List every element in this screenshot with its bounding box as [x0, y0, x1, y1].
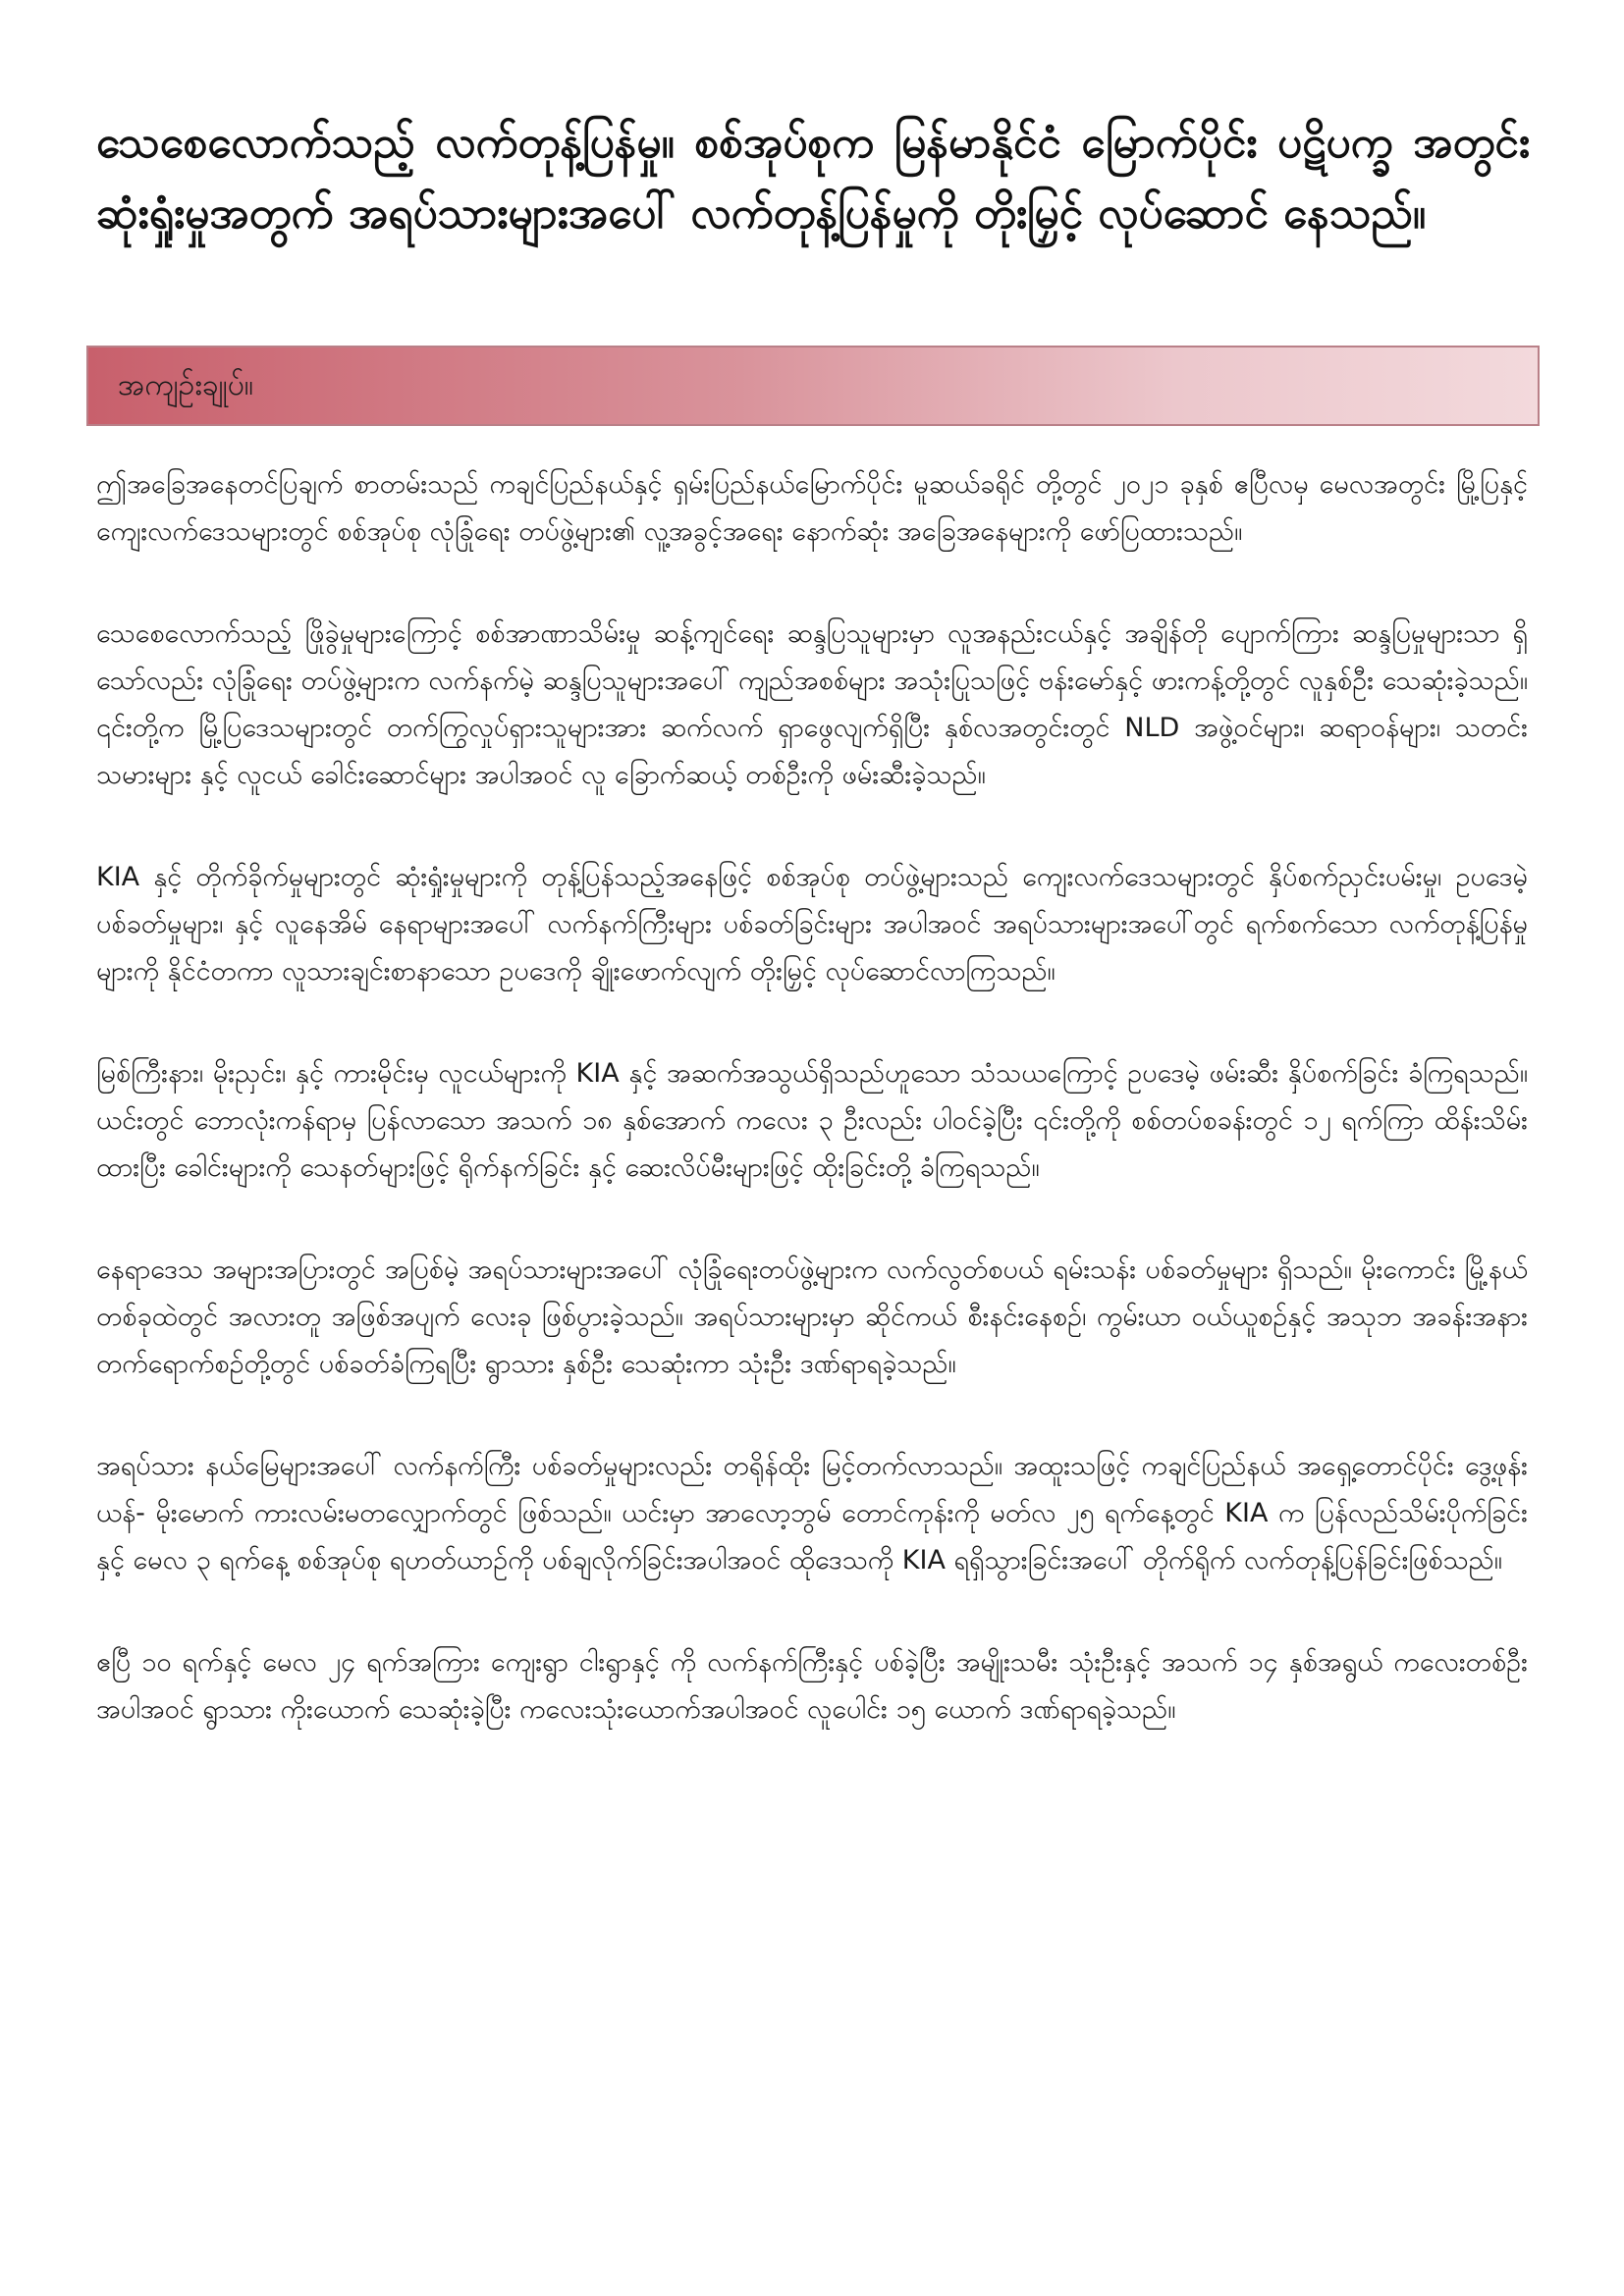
paragraph-1: ဤအခြေအနေတင်ပြချက် စာတမ်းသည် ကချင်ပြည်နယ်နှင့် ရှမ်းပြည်နယ်မြောက်ပိုင်း မူဆယ်ခရိုင် တို့တွင် ၂၀၂၁ ခုနှစ် ဧပြီလမှ မေလအတွင်း မြို့ပြနှင့် ကျေးလက်ဒေသများတွင် စစ်အုပ်စု လုံခြုံရေး တပ်ဖွဲ့များ၏ လူ့အခွင့်အရေး နောက်ဆုံး အခြေအနေများကို ဖော်ပြထားသည်။ — [96, 469, 1528, 547]
paragraph-7: ဧပြီ ၁၀ ရက်နှင့် မေလ ၂၄ ရက်အကြား ကျေးရွာ ငါးရွာနှင့် ကို လက်နက်ကြီးနှင့် ပစ်ခဲ့ပြီး အမျိုးသမီး သုံးဦးနှင့် အသက် ၁၄ နှစ်အရွယ် ကလေးတစ်ဦးအပါအဝင် ရွာသား ကိုးယောက် သေဆုံးခဲ့ပြီး ကလေးသုံးယောက်အပါအဝင် လူပေါင်း ၁၅ ယောက် ဒဏ်ရာရခဲ့သည်။ — [96, 1647, 1528, 1725]
section-heading: အကျဉ်းချုပ်။ — [118, 368, 254, 402]
paragraph-6: အရပ်သား နယ်မြေများအပေါ် လက်နက်ကြီး ပစ်ခတ်မှုများလည်း တရိုန်ထိုး မြင့်တက်လာသည်။ အထူးသဖြင့် ကချင်ပြည်နယ် အရှေ့တောင်ပိုင်း ဒွေ့ဖုန်းယန်- မိုးမောက် ကားလမ်းမတလျှောက်တွင် ဖြစ်သည်။ ယင်းမှာ အာလော့ဘွမ် တောင်ကုန်းကို မတ်လ ၂၅ ရက်နေ့တွင် KIA က ပြန်လည်သိမ်းပိုက်ခြင်းနှင့် မေလ ၃ ရက်နေ့ စစ်အုပ်စု ရဟတ်ယာဉ်ကို ပစ်ချလိုက်ခြင်းအပါအဝင် ထိုဒေသကို KIA ရရှိသွားခြင်းအပေါ် တိုက်ရိုက် လက်တုန့်ပြန်ခြင်းဖြစ်သည်။ — [96, 1451, 1528, 1575]
summary-section-banner — [86, 346, 1540, 426]
summary-body — [96, 461, 1528, 1789]
page-title: သေစေလောက်သည့် လက်တုန့်ပြန်မှု။ စစ်အုပ်စုက မြန်မာနိုင်ငံ မြောက်ပိုင်း ပဋိပက္ခ အတွင်း ဆုံးရှုံးမှုအတွက် အရပ်သားများအပေါ် လက်တုန့်ပြန်မှုကို တိုးမြှင့် လုပ်ဆောင် နေသည်။ — [96, 118, 1530, 239]
paragraph-4: မြစ်ကြီးနား၊ မိုးညှင်း၊ နှင့် ကားမိုင်းမှ လူငယ်များကို KIA နှင့် အဆက်အသွယ်ရှိသည်ဟူသော သံသယကြောင့် ဥပဒေမဲ့ ဖမ်းဆီး နှိပ်စက်ခြင်း ခံကြရသည်။ ယင်းတွင် ဘောလုံးကန်ရာမှ ပြန်လာသော အသက် ၁၈ နှစ်အောက် ကလေး ၃ ဦးလည်း ပါဝင်ခဲ့ပြီး ၎င်းတို့ကို စစ်တပ်စခန်းတွင် ၁၂ ရက်ကြာ ထိန်းသိမ်းထားပြီး ခေါင်းများကို သေနတ်များဖြင့် ရိုက်နက်ခြင်း နှင့် ဆေးလိပ်မီးများဖြင့် ထိုးခြင်းတို့ ခံကြရသည်။ — [96, 1058, 1528, 1183]
paragraph-3: KIA နှင့် တိုက်ခိုက်မှုများတွင် ဆုံးရှုံးမှုများကို တုန့်ပြန်သည့်အနေဖြင့် စစ်အုပ်စု တပ်ဖွဲ့များသည် ကျေးလက်ဒေသများတွင် နှိပ်စက်ညှင်းပမ်းမှု၊ ဥပဒေမဲ့ ပစ်ခတ်မှုများ၊ နှင့် လူနေအိမ် နေရာများအပေါ် လက်နက်ကြီးများ ပစ်ခတ်ခြင်းများ အပါအဝင် အရပ်သားများအပေါ်တွင် ရက်စက်သော လက်တုန့်ပြန်မှုများကို နိုင်ငံတကာ လူသားချင်းစာနာသော ဥပဒေကို ချိုးဖောက်လျက် တိုးမြှင့် လုပ်ဆောင်လာကြသည်။ — [96, 862, 1528, 987]
paragraph-2: သေစေလောက်သည့် ဖြိုခွဲမှုများကြောင့် စစ်အာဏာသိမ်းမှု ဆန့်ကျင်ရေး ဆန္ဒပြသူများမှာ လူအနည်းငယ်နှင့် အချိန်တို ပျောက်ကြား ဆန္ဒပြမှုများသာ ရှိသော်လည်း လုံခြုံရေး တပ်ဖွဲ့များက လက်နက်မဲ့ ဆန္ဒပြသူများအပေါ် ကျည်အစစ်များ အသုံးပြုသဖြင့် ဗန်းမော်နှင့် ဖားကန့်တို့တွင် လူနှစ်ဦး သေဆုံးခဲ့သည်။ ၎င်းတို့က မြို့ပြဒေသများတွင် တက်ကြွလှုပ်ရှားသူများအား ဆက်လက် ရှာဖွေလျက်ရှိပြီး နှစ်လအတွင်းတွင် NLD အဖွဲ့ဝင်များ၊ ဆရာဝန်များ၊ သတင်းသမားများ နှင့် လူငယ် ခေါင်းဆောင်များ အပါအဝင် လူ ခြောက်ဆယ့် တစ်ဦးကို ဖမ်းဆီးခဲ့သည်။ — [96, 618, 1528, 790]
paragraph-5: နေရာဒေသ အများအပြားတွင် အပြစ်မဲ့ အရပ်သားများအပေါ် လုံခြုံရေးတပ်ဖွဲ့များက လက်လွတ်စပယ် ရမ်းသန်း ပစ်ခတ်မှုများ ရှိသည်။ မိုးကောင်း မြို့နယ် တစ်ခုထဲတွင် အလားတူ အဖြစ်အပျက် လေးခု ဖြစ်ပွားခဲ့သည်။ အရပ်သားများမှာ ဆိုင်ကယ် စီးနင်းနေစဉ်၊ ကွမ်းယာ ဝယ်ယူစဉ်နှင့် အသုဘ အခန်းအနား တက်ရောက်စဉ်တို့တွင် ပစ်ခတ်ခံကြရပြီး ရွာသား နှစ်ဦး သေဆုံးကာ သုံးဦး ဒဏ်ရာရခဲ့သည်။ — [96, 1255, 1528, 1379]
